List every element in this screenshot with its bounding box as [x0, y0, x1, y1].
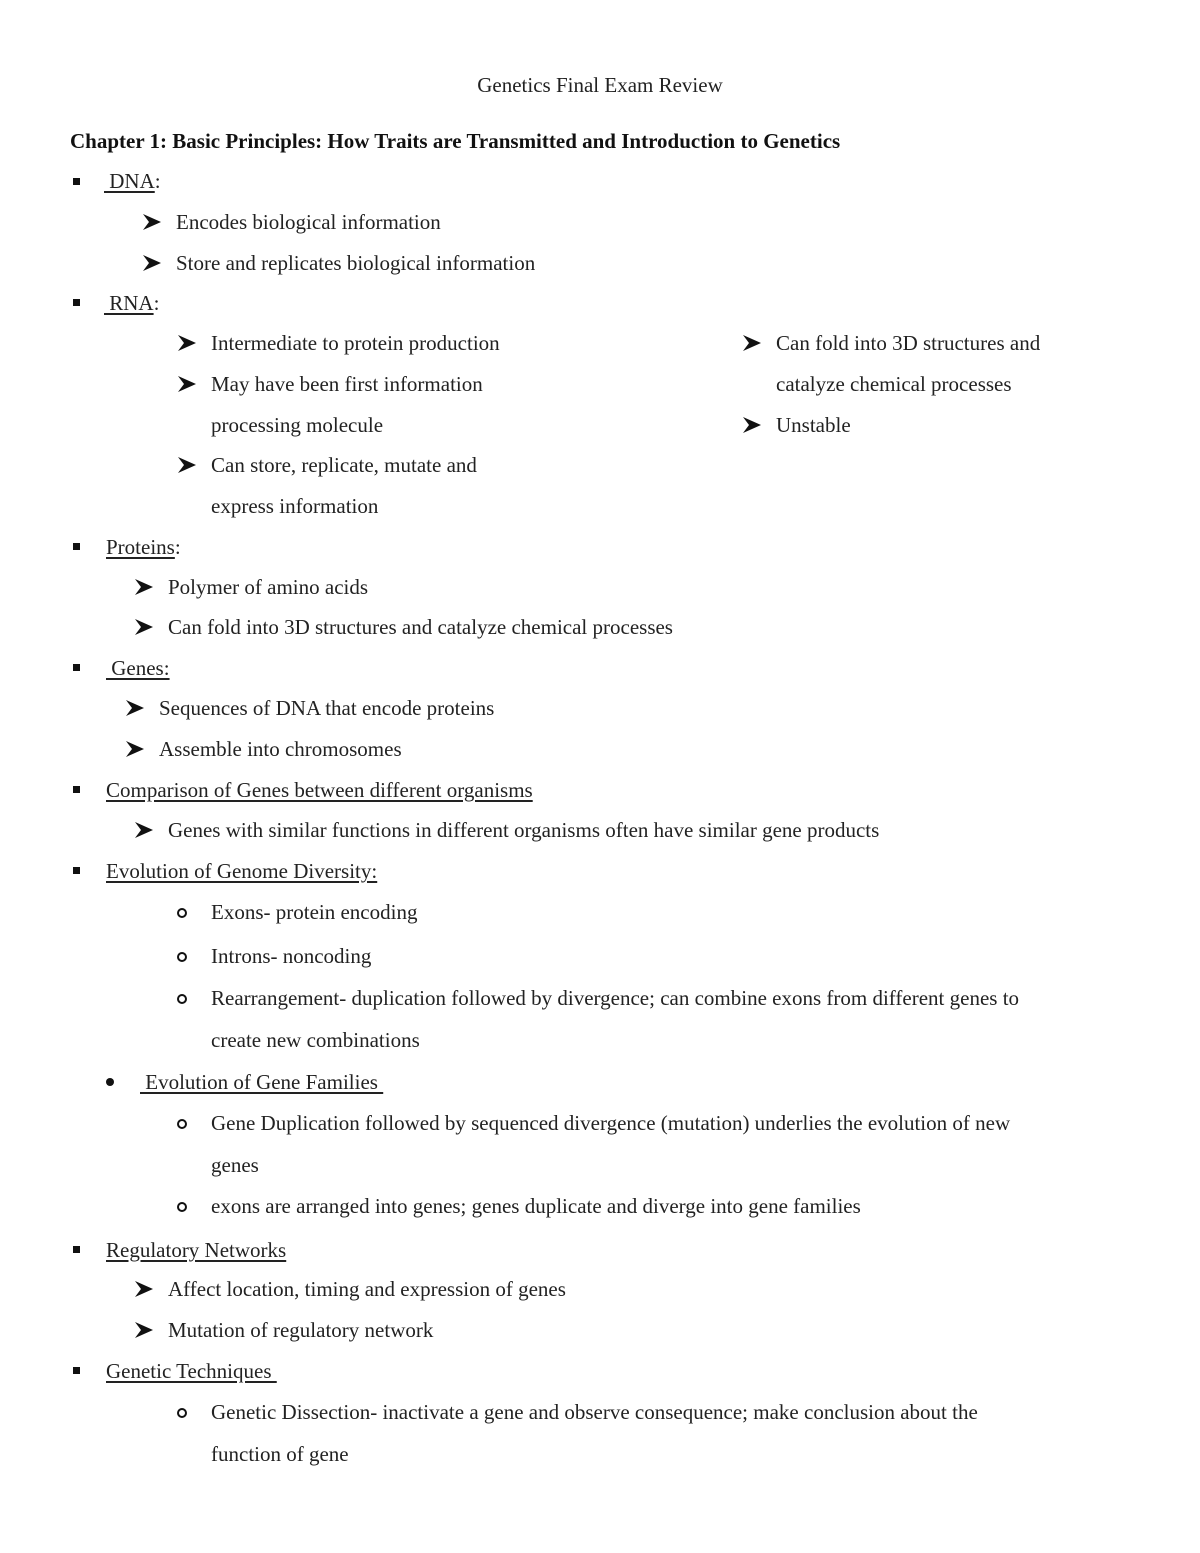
arrowhead-bullet-icon: [134, 618, 154, 636]
list-item: Can store, replicate, mutate and: [211, 453, 477, 477]
list-item: Exons- protein encoding: [211, 900, 418, 924]
hollow-circle-bullet-icon: [177, 1119, 187, 1129]
square-bullet-icon: [73, 867, 80, 874]
arrowhead-bullet-icon: [134, 1280, 154, 1298]
rna-label: RNA: [104, 291, 154, 315]
square-bullet-icon: [73, 178, 80, 185]
hollow-circle-bullet-icon: [177, 1202, 187, 1212]
list-item: Introns- noncoding: [211, 944, 372, 968]
list-item: Mutation of regulatory network: [168, 1318, 434, 1342]
arrowhead-bullet-icon: [742, 334, 762, 352]
hollow-circle-bullet-icon: [177, 994, 187, 1004]
list-item-continuation: express information: [211, 494, 379, 518]
section-label-regulatory: Regulatory Networks: [106, 1238, 287, 1262]
list-item-continuation: function of gene: [211, 1442, 349, 1466]
chapter-heading: Chapter 1: Basic Principles: How Traits are Transmitted and Introduction to Genetics: [70, 129, 841, 153]
arrowhead-bullet-icon: [142, 213, 162, 231]
square-bullet-icon: [73, 664, 80, 671]
hollow-circle-bullet-icon: [177, 952, 187, 962]
list-item: Genes with similar functions in different organisms often have similar gene products: [168, 818, 880, 842]
arrowhead-bullet-icon: [142, 254, 162, 272]
arrowhead-bullet-icon: [177, 375, 197, 393]
section-label-rna: [104, 290, 159, 316]
list-item: Gene Duplication followed by sequenced divergence (mutation) underlies the evolution of new: [211, 1111, 1011, 1135]
arrowhead-bullet-icon: [177, 456, 197, 474]
list-item-continuation: processing molecule: [211, 413, 384, 437]
section-label-proteins: [106, 534, 181, 560]
list-item: Can fold into 3D structures and: [776, 331, 1041, 355]
dna-label: DNA: [104, 169, 155, 193]
filled-dot-bullet-icon: [106, 1078, 114, 1086]
arrowhead-bullet-icon: [134, 578, 154, 596]
list-item: Polymer of amino acids: [168, 575, 369, 599]
list-item: Encodes biological information: [176, 210, 441, 234]
section-label-genome-diversity: Evolution of Genome Diversity:: [106, 859, 378, 883]
square-bullet-icon: [73, 543, 80, 550]
arrowhead-bullet-icon: [134, 1321, 154, 1339]
hollow-circle-bullet-icon: [177, 1408, 187, 1418]
section-label-genes: Genes:: [106, 656, 170, 680]
proteins-label-colon: :: [174, 535, 181, 559]
square-bullet-icon: [73, 1367, 80, 1374]
hollow-circle-bullet-icon: [177, 908, 187, 918]
dna-label-colon: :: [154, 169, 161, 193]
list-item: Store and replicates biological information: [176, 251, 536, 275]
list-item: Rearrangement- duplication followed by divergence; can combine exons from different genes to: [211, 986, 1020, 1010]
list-item: Sequences of DNA that encode proteins: [159, 696, 495, 720]
arrowhead-bullet-icon: [125, 740, 145, 758]
list-item-continuation: catalyze chemical processes: [776, 372, 1012, 396]
arrowhead-bullet-icon: [125, 699, 145, 717]
section-label-techniques: Genetic Techniques: [106, 1359, 277, 1383]
list-item: Affect location, timing and expression of genes: [168, 1277, 566, 1301]
square-bullet-icon: [73, 786, 80, 793]
list-item: May have been first information: [211, 372, 483, 396]
rna-label-colon: :: [153, 291, 160, 315]
list-item: Genetic Dissection- inactivate a gene and observe consequence; make conclusion about the: [211, 1400, 978, 1424]
arrowhead-bullet-icon: [742, 416, 762, 434]
list-item: Can fold into 3D structures and catalyze chemical processes: [168, 615, 673, 639]
section-label-dna: [104, 168, 161, 194]
arrowhead-bullet-icon: [134, 821, 154, 839]
square-bullet-icon: [73, 1246, 80, 1253]
square-bullet-icon: [73, 299, 80, 306]
section-label-comparison: Comparison of Genes between different organisms: [106, 778, 533, 802]
document-title: Genetics Final Exam Review: [477, 73, 723, 97]
list-item: Assemble into chromosomes: [159, 737, 402, 761]
proteins-label: Proteins: [106, 535, 175, 559]
arrowhead-bullet-icon: [177, 334, 197, 352]
list-item: exons are arranged into genes; genes duplicate and diverge into gene families: [211, 1194, 861, 1218]
list-item: Unstable: [776, 413, 851, 437]
list-item: Intermediate to protein production: [211, 331, 500, 355]
list-item-continuation: genes: [211, 1153, 259, 1177]
section-label-gene-families: Evolution of Gene Families: [140, 1070, 384, 1094]
list-item-continuation: create new combinations: [211, 1028, 420, 1052]
